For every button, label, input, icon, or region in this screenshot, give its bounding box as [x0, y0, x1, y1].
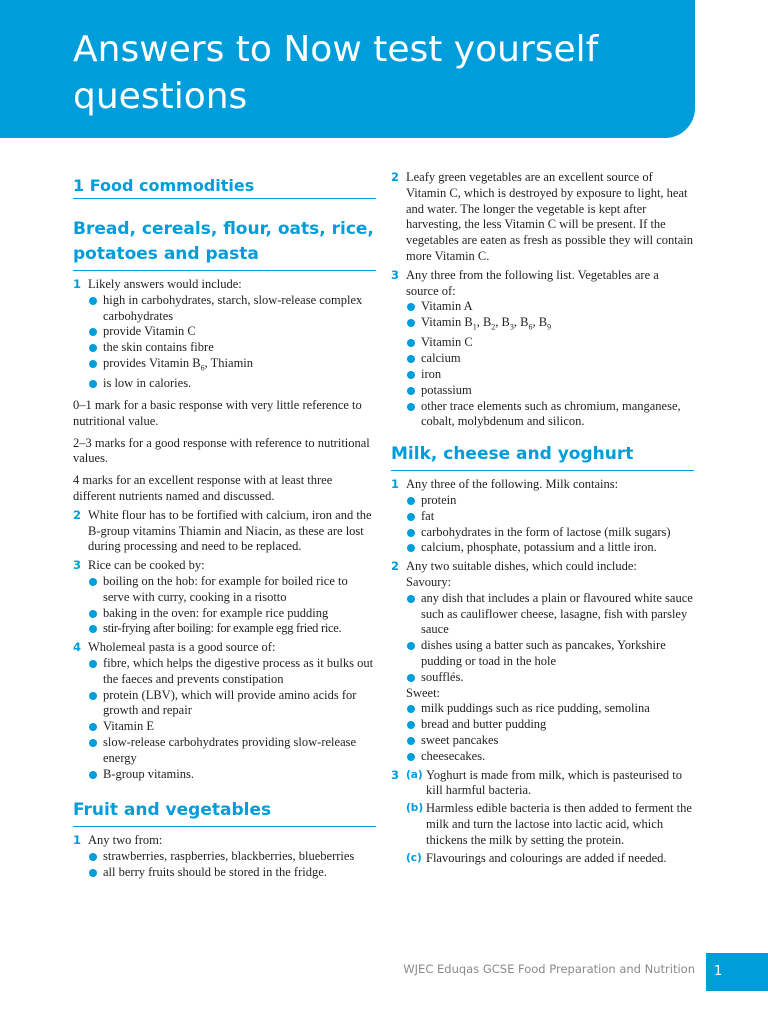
question-intro: Likely answers would include:	[88, 277, 242, 291]
bullet-item: milk puddings such as rice pudding, semolina	[406, 701, 694, 717]
section-heading-bread: Bread, cereals, flour, oats, rice, potatoes and pasta	[73, 217, 376, 271]
bullet-item: Vitamin E	[88, 719, 376, 735]
bullet-item: other trace elements such as chromium, manganese, cobalt, molybdenum and silicon.	[406, 399, 694, 431]
bullet-item: any dish that includes a plain or flavoured white sauce such as cauliflower cheese, lasagne, fish with parsley sauce	[406, 591, 694, 638]
question-intro: Any three of the following. Milk contains:	[406, 477, 619, 492]
milk-question-3	[391, 768, 694, 867]
bullet-item: protein	[406, 493, 694, 509]
subscript: 6	[200, 363, 205, 373]
sub-text: Flavourings and colourings are added if needed.	[426, 850, 667, 865]
bullet-item: provide Vitamin C	[88, 324, 376, 340]
section-heading-fruit: Fruit and vegetables	[73, 798, 376, 827]
sub-label: (b)	[406, 802, 424, 815]
question-intro: Any three from the following list. Vegetables are a source of:	[406, 267, 659, 298]
bullet-list	[88, 656, 376, 782]
sub-label: (a)	[406, 768, 423, 781]
bullet-list	[406, 493, 694, 556]
fruit-question-2	[391, 170, 694, 265]
question-number: 1	[73, 277, 82, 291]
question-number: 3	[391, 767, 400, 782]
question-number: 2	[73, 507, 82, 522]
sub-answer-c	[406, 851, 694, 867]
bullet-item: Vitamin C	[406, 335, 694, 351]
sub-answer-b	[406, 801, 694, 848]
question-1	[73, 277, 376, 392]
question-intro: Any two from:	[88, 833, 163, 848]
bullet-item: iron	[406, 367, 694, 383]
bullet-item: all berry fruits should be stored in the fridge.	[88, 865, 376, 881]
bullet-item: protein (LBV), which will provide amino acids for growth and repair	[88, 688, 376, 720]
header-banner	[0, 0, 695, 138]
savoury-label: Savoury:	[406, 575, 452, 590]
chapter-heading: 1 Food commodities	[73, 176, 376, 199]
sweet-label: Sweet:	[406, 685, 441, 700]
bullet-list	[406, 701, 694, 764]
mark-scheme-basic: 0–1 mark for a basic response with very little reference to nutritional value.	[73, 398, 362, 428]
fruit-question-1	[73, 833, 376, 880]
question-text: White flour has to be fortified with calcium, iron and the B-group vitamins Thiamin and Niacin, as these are lost during processing and need to be replaced.	[88, 507, 372, 554]
bullet-item: fat	[406, 509, 694, 525]
bullet-item: stir-frying after boiling: for example egg fried rice.	[88, 621, 376, 637]
bullet-item: slow-release carbohydrates providing slow-release energy	[88, 735, 376, 767]
bullet-item: soufflés.	[406, 670, 694, 686]
subscript: 2	[491, 322, 496, 332]
bullet-text: provides Vitamin B	[103, 355, 201, 370]
milk-question-1	[391, 477, 694, 556]
question-intro: Rice can be cooked by:	[88, 558, 205, 573]
question-number: 2	[391, 170, 400, 184]
sub-text: Yoghurt is made from milk, which is pasteurised to kill harmful bacteria.	[426, 767, 682, 798]
bullet-item: calcium, phosphate, potassium and a little iron.	[406, 540, 694, 556]
question-4	[73, 640, 376, 782]
bullet-list	[88, 293, 376, 392]
question-2	[73, 508, 376, 555]
bullet-list	[406, 591, 694, 686]
page-number-box	[706, 953, 768, 991]
bullet-item: Vitamin $B_1$, $B_2$, $B_3$, $B_6$, $B_9$	[406, 315, 694, 335]
question-number: 4	[73, 640, 82, 655]
question-intro: Any two suitable dishes, which could include:	[406, 559, 637, 574]
section-heading-milk: Milk, cheese and yoghurt	[391, 442, 694, 471]
sub-text: Harmless edible bacteria is then added to ferment the milk and turn the lactose into lactic acid, which thickens the milk by setting the protein.	[426, 801, 692, 847]
question-3	[73, 558, 376, 637]
bullet-item: B-group vitamins.	[88, 767, 376, 783]
page-title: Answers to Now test yourself questions	[73, 29, 599, 117]
page-number: 1	[714, 964, 723, 979]
sub-label: (c)	[406, 851, 422, 864]
bullet-list	[88, 574, 376, 637]
milk-question-2	[391, 559, 694, 764]
bullet-item: the skin contains fibre	[88, 340, 376, 356]
question-number: 3	[391, 267, 400, 282]
bullet-item	[88, 356, 376, 376]
bullet-item: potassium	[406, 383, 694, 399]
mark-scheme-excellent: 4 marks for an excellent response with at least three different nutrients named and discussed.	[73, 473, 333, 504]
right-column	[391, 170, 694, 866]
question-intro: Wholemeal pasta is a good source of:	[88, 640, 276, 655]
bullet-item: calcium	[406, 351, 694, 367]
subscript: 6	[528, 322, 533, 332]
bullet-item: boiling on the hob: for example for boiled rice to serve with curry, cooking in a risotto	[88, 574, 376, 606]
footer-title: WJEC Eduqas GCSE Food Preparation and Nutrition	[403, 962, 695, 976]
bullet-text: Vitamin B	[421, 315, 473, 330]
fruit-question-3	[391, 268, 694, 430]
question-number: 3	[73, 558, 82, 573]
sub-answer-a	[406, 768, 694, 800]
question-text: Leafy green vegetables are an excellent source of Vitamin C, which is destroyed by exposure to light, heat and water. The longer the vegetable is kept after harvesting, the less Vitamin C will be present. If the vegetables are eaten as fresh as possible they will contain more Vitamin C.	[406, 170, 694, 263]
question-number: 2	[391, 559, 400, 574]
subscript: 3	[509, 322, 514, 332]
bullet-item: Vitamin A	[406, 299, 694, 315]
bullet-list	[406, 299, 694, 430]
bullet-item: dishes using a batter such as pancakes, Yorkshire pudding or toad in the hole	[406, 638, 694, 670]
left-column	[73, 170, 376, 881]
bullet-list	[88, 849, 376, 881]
subscript: 1	[472, 322, 477, 332]
mark-scheme-good: 2–3 marks for a good response with reference to nutritional values.	[73, 435, 370, 466]
bullet-item: baking in the oven: for example rice pudding	[88, 606, 376, 622]
bullet-item: sweet pancakes	[406, 733, 694, 749]
bullet-item: high in carbohydrates, starch, slow-release complex carbohydrates	[88, 293, 376, 325]
bullet-item: cheesecakes.	[406, 749, 694, 765]
bullet-item: fibre, which helps the digestive process as it bulks out the faeces and prevents constipation	[88, 656, 376, 688]
bullet-text: , Thiamin	[204, 355, 254, 370]
bullet-item: is low in calories.	[88, 376, 376, 392]
bullet-item: strawberries, raspberries, blackberries, blueberries	[88, 849, 376, 865]
bullet-item: bread and butter pudding	[406, 717, 694, 733]
subscript: 9	[547, 322, 552, 332]
question-number: 1	[391, 477, 400, 492]
question-number: 1	[73, 833, 82, 848]
bullet-item: carbohydrates in the form of lactose (milk sugars)	[406, 525, 694, 541]
